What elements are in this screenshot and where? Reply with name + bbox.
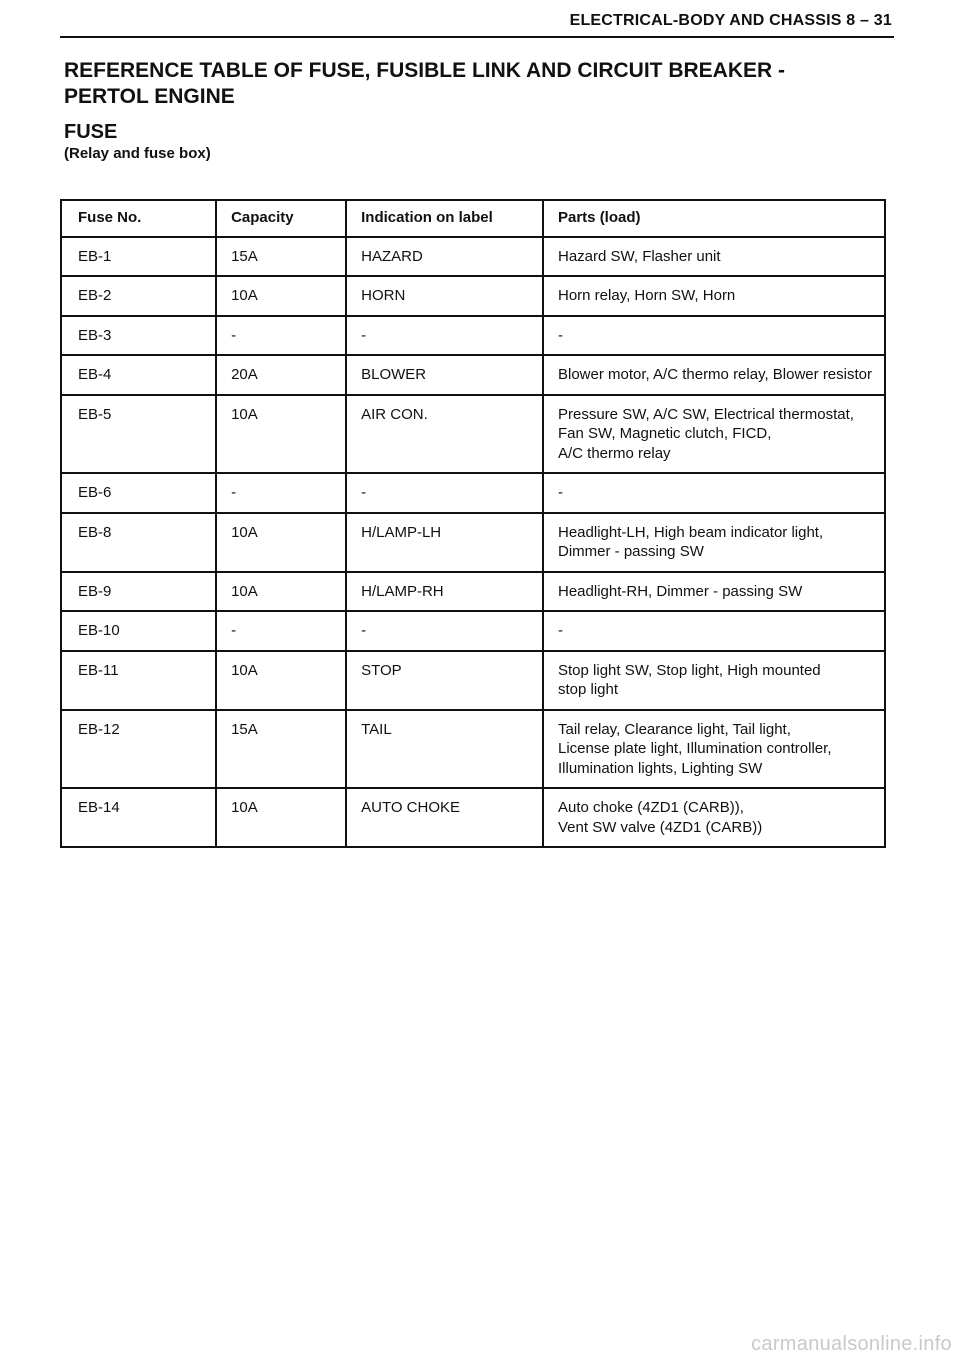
table-header-row [61,200,885,237]
table-body [61,237,885,848]
parts-line: stop light [558,681,619,698]
indication-cell: STOP [346,651,543,710]
parts-cell [543,788,885,847]
table-row [61,395,885,474]
parts-line: License plate light, Illumination controller, [558,740,832,757]
section-subtitle: (Relay and fuse box) [64,145,211,162]
capacity-cell: 10A [216,513,346,572]
parts-line: - [558,484,563,501]
table-row [61,651,885,710]
parts-cell [543,395,885,474]
parts-cell [543,651,885,710]
table-row [61,473,885,513]
parts-line: Headlight-RH, Dimmer - passing SW [558,582,803,600]
running-head: ELECTRICAL-BODY AND CHASSIS 8 – 31 [569,12,892,29]
fuse-no-cell: EB-2 [61,276,216,316]
fuse-table [60,199,886,848]
table-row [61,611,885,651]
indication-cell: - [346,473,543,513]
parts-cell [543,276,885,316]
parts-cell [543,355,885,395]
fuse-no-cell: EB-12 [61,710,216,789]
parts-line: Blower motor, A/C thermo relay, Blower resistor [558,366,872,383]
parts-line: Horn relay, Horn SW, Horn [558,287,736,304]
capacity-cell: - [216,611,346,651]
fuse-no-cell: EB-9 [61,572,216,612]
watermark: carmanualsonline.info [751,1333,952,1355]
page-title-line-1: REFERENCE TABLE OF FUSE, FUSIBLE LINK AND CIRCUIT BREAKER - [64,59,786,82]
fuse-no-cell: EB-14 [61,788,216,847]
parts-line: Dimmer - passing SW [558,543,704,560]
indication-cell: AUTO CHOKE [346,788,543,847]
indication-cell: HAZARD [346,237,543,277]
table-row [61,276,885,316]
capacity-cell: 20A [216,355,346,395]
capacity-cell: - [216,316,346,356]
fuse-no-cell: EB-4 [61,355,216,395]
capacity-cell: 10A [216,651,346,710]
page-title [64,58,884,110]
indication-cell: TAIL [346,710,543,789]
fuse-no-cell: EB-8 [61,513,216,572]
capacity-cell: - [216,473,346,513]
fuse-no-cell: EB-3 [61,316,216,356]
parts-line: Hazard SW, Flasher unit [558,247,721,265]
fuse-no-cell: EB-1 [61,237,216,277]
parts-cell [543,710,885,789]
table-row [61,513,885,572]
parts-cell [543,473,885,513]
parts-line: Stop light SW, Stop light, High mounted [558,661,821,679]
fuse-no-cell: EB-10 [61,611,216,651]
header-parts: Parts (load) [543,200,885,237]
parts-cell [543,513,885,572]
parts-line: Vent SW valve (4ZD1 (CARB)) [558,818,763,836]
fuse-no-cell: EB-11 [61,651,216,710]
capacity-cell: 15A [216,710,346,789]
header-fuse-no: Fuse No. [61,200,216,237]
indication-cell: BLOWER [346,355,543,395]
parts-line: Pressure SW, A/C SW, Electrical thermostat, [558,405,854,423]
parts-line: Tail relay, Clearance light, Tail light, [558,720,791,738]
fuse-no-cell: EB-5 [61,395,216,474]
table-row [61,316,885,356]
parts-line: Headlight-LH, High beam indicator light, [558,523,824,541]
header-capacity: Capacity [216,200,346,237]
capacity-cell: 15A [216,237,346,277]
indication-cell: H/LAMP-LH [346,513,543,572]
indication-cell: - [346,611,543,651]
capacity-cell: 10A [216,572,346,612]
table-row [61,710,885,789]
page-title-line-2: PERTOL ENGINE [64,85,235,108]
parts-cell [543,572,885,612]
capacity-cell: 10A [216,276,346,316]
indication-cell: H/LAMP-RH [346,572,543,612]
parts-line: Illumination lights, Lighting SW [558,759,763,777]
parts-cell [543,611,885,651]
parts-line: Fan SW, Magnetic clutch, FICD, [558,425,772,442]
section-title: FUSE [64,121,118,143]
parts-line: - [558,326,563,344]
fuse-no-cell: EB-6 [61,473,216,513]
table-row [61,788,885,847]
table-row [61,572,885,612]
capacity-cell: 10A [216,395,346,474]
table-row [61,237,885,277]
parts-line: Auto choke (4ZD1 (CARB)), [558,799,744,816]
indication-cell: - [346,316,543,356]
header-indication: Indication on label [346,200,543,237]
indication-cell: AIR CON. [346,395,543,474]
parts-cell [543,237,885,277]
parts-line: A/C thermo relay [558,444,671,462]
parts-cell [543,316,885,356]
header-rule [60,36,894,38]
capacity-cell: 10A [216,788,346,847]
parts-line: - [558,622,563,639]
indication-cell: HORN [346,276,543,316]
table-row [61,355,885,395]
